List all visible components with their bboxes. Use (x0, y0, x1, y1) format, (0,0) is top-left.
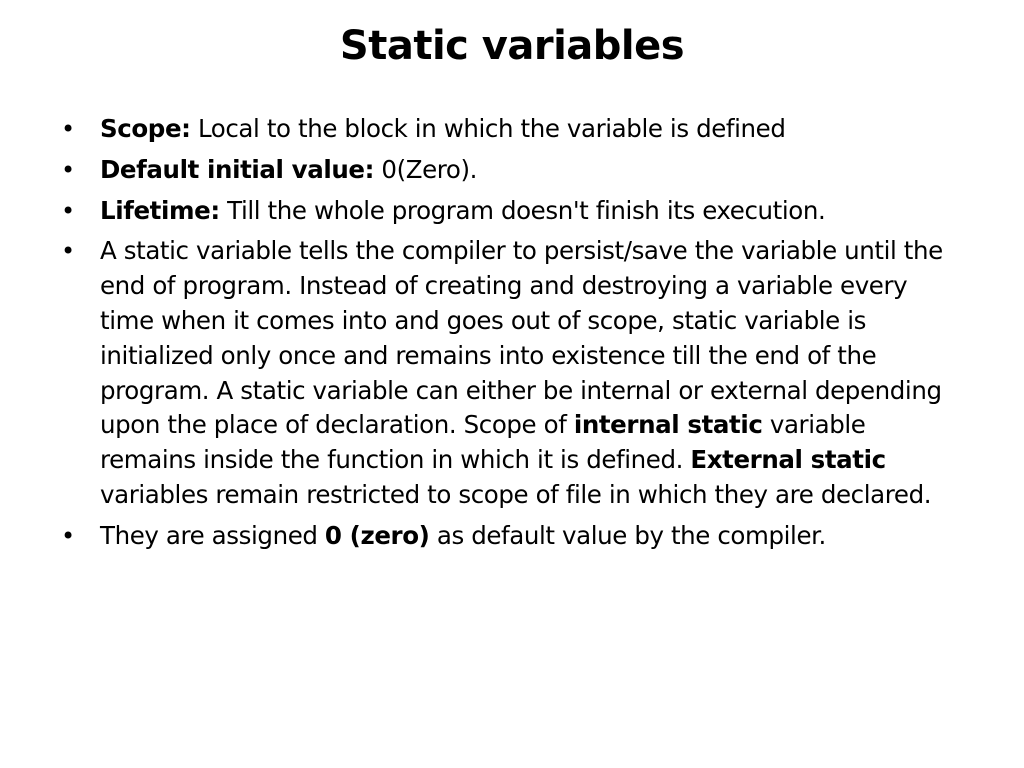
bullet-body: They are assigned (100, 520, 325, 550)
bullet-body: Local to the block in which the variable is defined (190, 114, 786, 143)
bullet-label: Scope: (100, 114, 191, 143)
bullet-label: Default initial value: (100, 154, 374, 184)
bullet-body: A static variable tells the compiler to persist/save the variable until the end of program. Instead of creating and destroying a variable every time when it comes into and goes out of scope, static variable is initialized only once and remains into existence till the end of the program. A static variable can either be internal or external depending upon the place of declaration. Scope of (100, 236, 943, 440)
bullet-emphasis: External static (690, 445, 886, 475)
bullet-icon: • (61, 196, 75, 225)
slide-title: Static variables (339, 23, 685, 69)
bullet-item-default-value (58, 153, 963, 188)
bullet-body: variables remain restricted to scope of file in which they are declared. (100, 479, 932, 509)
bullet-body: 0(Zero). (374, 154, 478, 184)
bullet-icon: • (61, 237, 75, 266)
bullet-item-description (58, 234, 963, 512)
bullet-body: variable remains inside the function in which it is defined. (100, 410, 866, 475)
bullet-item-scope (58, 112, 963, 147)
bullet-text (100, 155, 477, 184)
bullet-text (100, 196, 825, 225)
bullet-text (100, 521, 826, 550)
bullet-list (58, 112, 963, 560)
bullet-item-default-assignment (58, 519, 963, 554)
bullet-emphasis: 0 (zero) (324, 520, 430, 550)
bullet-label: Lifetime: (100, 195, 220, 225)
bullet-text (100, 114, 785, 143)
bullet-icon: • (61, 521, 75, 550)
bullet-icon: • (61, 155, 75, 184)
bullet-body: Till the whole program doesn't finish its execution. (219, 195, 826, 225)
bullet-item-lifetime (58, 194, 963, 229)
bullet-body: as default value by the compiler. (429, 520, 826, 550)
bullet-emphasis: internal static (573, 410, 763, 440)
bullet-icon: • (61, 115, 75, 143)
bullet-text (100, 236, 943, 509)
